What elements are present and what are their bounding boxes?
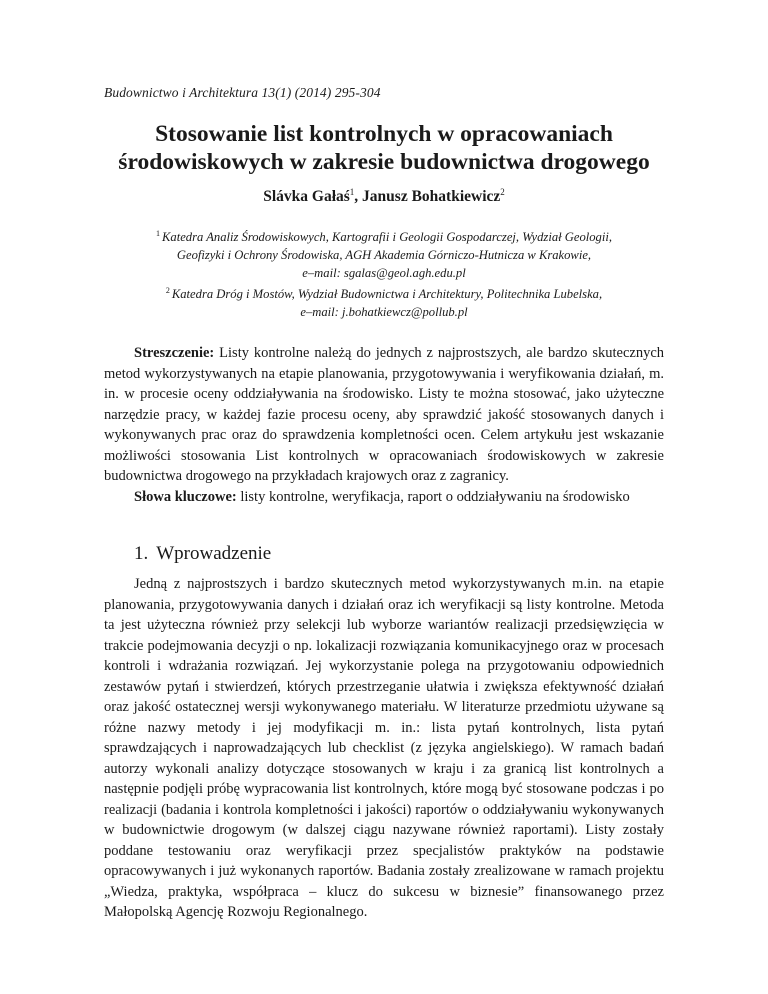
affil-email: e–mail: j.bohatkiewcz@pollub.pl: [300, 305, 468, 319]
affiliation-2: [104, 282, 664, 321]
affil-line: Katedra Analiz Środowiskowych, Kartografii i Geologii Gospodarczej, Wydział Geologii,: [162, 230, 612, 244]
abstract-text: Listy kontrolne należą do jednych z najprostszych, ale bardzo skutecznych metod wykorzystywanych na etapie planowania, przygotowywania i weryfikowania działań, m. in. w procesie oceny oddziaływania na środowisko. Listy te można stosować, jako użyteczne narzędzie pracy, w każdej fazie procesu oceny, aby sprawdzić jakość stosowanych danych i wykonywanych prac oraz do sprawdzenia kompletności ocen. Celem artykułu jest wskazanie możliwości stosowania List kontrolnych w opracowaniach środowiskowych w zakresie budownictwa drogowego na przykładach krajowych oraz z zagranicy.: [104, 345, 665, 484]
affil-mark: 1: [156, 229, 160, 238]
keywords: [104, 487, 664, 508]
author-affil-mark: 2: [500, 187, 505, 197]
author-affil-mark: 1: [349, 187, 355, 197]
affiliation-1: [104, 225, 664, 282]
body-paragraph: Jedną z najprostszych i bardzo skutecznych metod wykorzystywanych m.in. na etapie planowania, przygotowywania danych i działań oraz ich weryfikacji są listy kontrolne. Metoda ta jest użyteczna również przy selekcji lub wyborze wariantów realizacji przedsięwzięcia w trakcie podejmowania decyzji o np. lokalizacji rozwiązania komunikacyjnego oraz w procesach kontroli i wdrażania rozwiązań. Jej wykorzystanie polega na przygotowaniu odpowiednich zestawów pytań i stwierdzeń, których przestrzeganie ułatwia i zwiększa efektywność działań oraz jakość ostatecznej wersji wykonywanego materiału. W literaturze przedmiotu używane są różne nazwy metody i jej modyfikacji m. in.: lista pytań kontrolnych, lista pytań sprawdzających i naprowadzających lub checklist (z języka angielskiego). W ramach badań autorzy wykonali analizy dotyczące stosowanych w kraju i za granicą list kontrolnych a następnie podjęli próbę wypracowania list kontrolnych, które mogą być stosowane podczas i po realizacji (badania i kontrola kompletności i jakości) raportów o oddziaływaniu wykonywanych w budownictwie drogowym (w dalszej ciągu nazywane również raportami). Listy zostały poddane testowaniu oraz weryfikacji przez specjalistów praktyków na podstawie opracowywanych i już wykonanych raportów. Badania zostały zrealizowane w ramach projektu „Wiedza, praktyka, współpraca – klucz do sukcesu w biznesie” finansowanego przez Małopolską Agencję Rozwoju Regionalnego.: [104, 576, 664, 920]
abstract-label: Streszczenie:: [134, 345, 215, 361]
affil-line: Geofizyki i Ochrony Środowiska, AGH Akademia Górniczo-Hutnicza w Krakowie,: [176, 248, 592, 262]
keywords-label: Słowa kluczowe:: [134, 488, 237, 505]
affiliations: [104, 225, 664, 321]
section-number: 1.: [134, 543, 149, 564]
abstract: [104, 343, 664, 487]
paper-title: [100, 120, 668, 176]
affil-mark: 2: [165, 286, 170, 295]
section-heading: [134, 543, 271, 565]
affil-email: e–mail: sgalas@geol.agh.edu.pl: [302, 266, 466, 280]
section-title: Wprowadzenie: [156, 543, 272, 564]
author-name: Janusz Bohatkiewicz: [362, 188, 501, 205]
keywords-text: listy kontrolne, weryfikacja, raport o oddziaływaniu na środowisko: [240, 488, 630, 505]
affil-line: Katedra Dróg i Mostów, Wydział Budownictwa i Architektury, Politechnika Lubelska,: [171, 287, 603, 301]
title-line-1: Stosowanie list kontrolnych w opracowaniach: [155, 121, 613, 147]
journal-header: Budownictwo i Architektura 13(1) (2014) 295-304: [104, 85, 381, 100]
title-line-2: środowiskowych w zakresie budownictwa drogowego: [118, 149, 650, 175]
author-name: Slávka Gałaś: [263, 188, 350, 205]
author-list: Slávka Gałaś$^1$, Janusz Bohatkiewicz$^2$: [263, 187, 505, 205]
section-body: [104, 574, 664, 923]
abstract-block: [104, 343, 664, 507]
